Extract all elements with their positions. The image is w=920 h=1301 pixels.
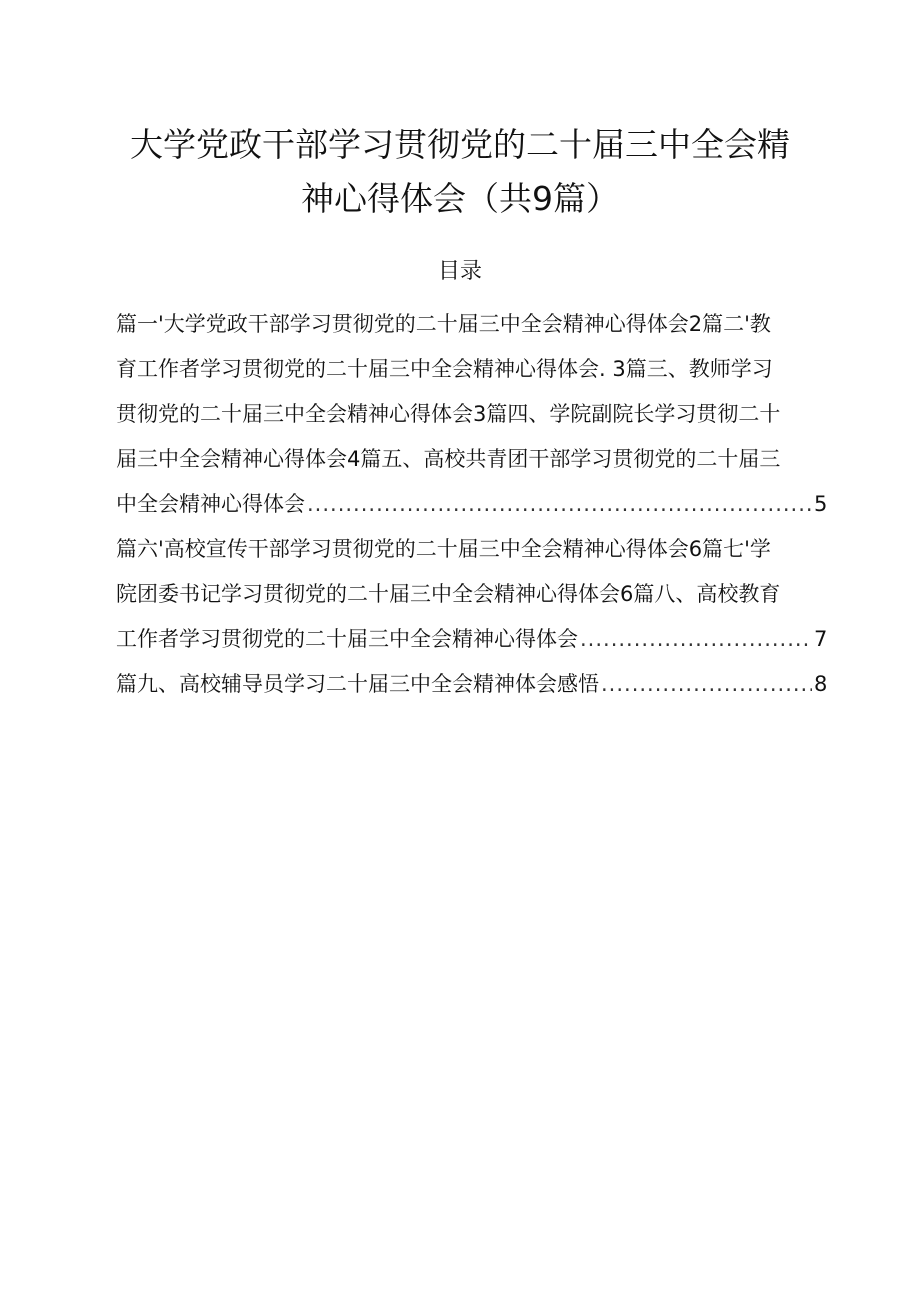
title-line-1: 大学党政干部学习贯彻党的二十届三中全会精: [130, 125, 790, 164]
toc-line: 篇六'高校宣传干部学习贯彻党的二十届三中全会精神心得体会6篇七'学: [116, 537, 771, 561]
toc-line: 育工作者学习贯彻党的二十届三中全会精神心得体会. 3篇三、教师学习: [116, 357, 773, 381]
toc-line: 贯彻党的二十届三中全会精神心得体会3篇四、学院副院长学习贯彻二十: [116, 402, 781, 426]
toc-entry-leader: [116, 482, 840, 527]
toc-entry-text: 工作者学习贯彻党的二十届三中全会精神心得体会: [116, 627, 578, 651]
title-line-2: 神心得体会（共9篇）: [301, 179, 619, 218]
toc-line: 院团委书记学习贯彻党的二十届三中全会精神心得体会6篇八、高校教育: [116, 582, 781, 606]
toc-entry-text: 中全会精神心得体会: [116, 492, 305, 516]
toc-page-number: 8: [814, 672, 828, 696]
toc-line: 篇一'大学党政干部学习贯彻党的二十届三中全会精神心得体会2篇二'教: [116, 312, 771, 336]
toc-page-number: 7: [814, 627, 828, 651]
toc-entry-text: 篇九、高校辅导员学习二十届三中全会精神体会感悟: [116, 672, 599, 696]
leader-dots: [307, 482, 812, 527]
toc-heading: 目录: [437, 259, 482, 284]
leader-dots: [601, 662, 812, 707]
leader-dots: [580, 617, 812, 662]
document-title: [80, 118, 840, 226]
toc-page-number: 5: [814, 492, 828, 516]
toc-line: 届三中全会精神心得体会4篇五、高校共青团干部学习贯彻党的二十届三: [116, 447, 781, 471]
table-of-contents: [116, 302, 840, 707]
toc-entry-leader: [116, 662, 840, 707]
toc-entry-leader: [116, 617, 840, 662]
